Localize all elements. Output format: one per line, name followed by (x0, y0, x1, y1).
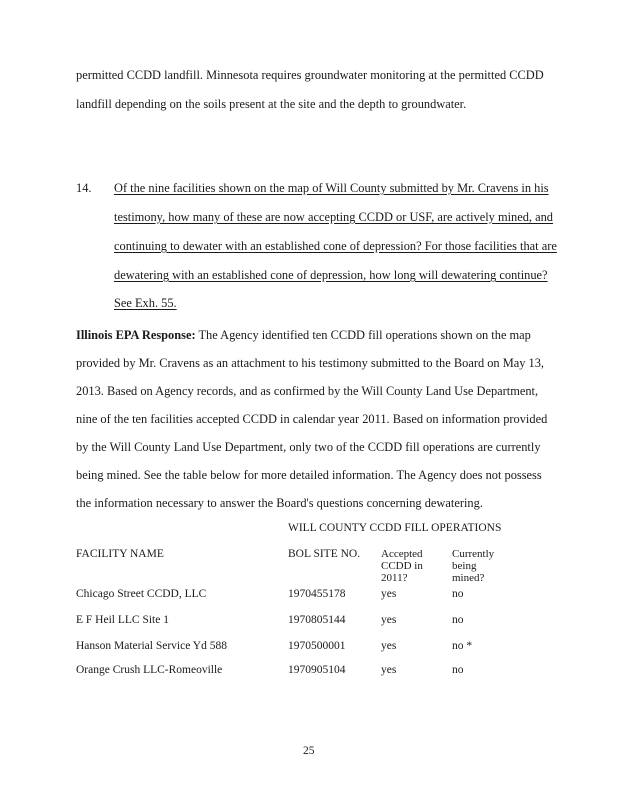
row-accepted: yes (381, 588, 397, 600)
header-site: BOL SITE NO. (288, 548, 361, 560)
row-facility: Orange Crush LLC-Romeoville (76, 664, 223, 676)
row-mined: no (452, 664, 464, 676)
row-site: 1970905104 (288, 664, 346, 676)
response-label: Illinois EPA Response: (76, 328, 196, 342)
question-line-1: Of the nine facilities shown on the map of Will County submitted by Mr. Cravens in his (114, 181, 549, 195)
page-number: 25 (303, 745, 315, 757)
response-line-1-text: The Agency identified ten CCDD fill operations shown on the map (195, 328, 531, 342)
row-mined: no (452, 614, 464, 626)
response-line-4: nine of the ten facilities accepted CCDD in calendar year 2011. Based on information provided (76, 412, 548, 426)
question-number: 14. (76, 181, 92, 195)
row-facility: Chicago Street CCDD, LLC (76, 588, 207, 600)
header-accepted: Accepted CCDD in 2011? (381, 548, 423, 584)
row-mined: no (452, 588, 464, 600)
header-facility: FACILITY NAME (76, 548, 164, 560)
row-mined: no * (452, 640, 473, 652)
response-line-6: being mined. See the table below for more detailed information. The Agency does not possess (76, 468, 542, 482)
row-site: 1970500001 (288, 640, 346, 652)
question-line-5: See Exh. 55. (114, 296, 177, 310)
response-line-3: 2013. Based on Agency records, and as confirmed by the Will County Land Use Department, (76, 384, 539, 398)
row-site: 1970455178 (288, 588, 346, 600)
row-facility: Hanson Material Service Yd 588 (76, 640, 227, 652)
intro-line-1: permitted CCDD landfill. Minnesota requires groundwater monitoring at the permitted CCDD (76, 68, 544, 82)
intro-line-2: landfill depending on the soils present at the site and the depth to groundwater. (76, 97, 467, 111)
table-title: WILL COUNTY CCDD FILL OPERATIONS (288, 522, 502, 534)
row-facility: E F Heil LLC Site 1 (76, 614, 169, 626)
row-accepted: yes (381, 664, 397, 676)
response-line-7: the information necessary to answer the Board's questions concerning dewatering. (76, 496, 483, 510)
response-line-2: provided by Mr. Cravens as an attachment to his testimony submitted to the Board on May 13, (76, 356, 545, 370)
row-site: 1970805144 (288, 614, 346, 626)
response-line-1 (76, 328, 531, 342)
question-line-2: testimony, how many of these are now accepting CCDD or USF, are actively mined, and (114, 210, 553, 224)
row-accepted: yes (381, 614, 397, 626)
row-accepted: yes (381, 640, 397, 652)
response-line-5: by the Will County Land Use Department, only two of the CCDD fill operations are currently (76, 440, 541, 454)
question-line-3: continuing to dewater with an established cone of depression? For those facilities that are (114, 239, 557, 253)
question-line-4: dewatering with an established cone of depression, how long will dewatering continue? (114, 268, 548, 282)
header-mined: Currently being mined? (452, 548, 495, 584)
